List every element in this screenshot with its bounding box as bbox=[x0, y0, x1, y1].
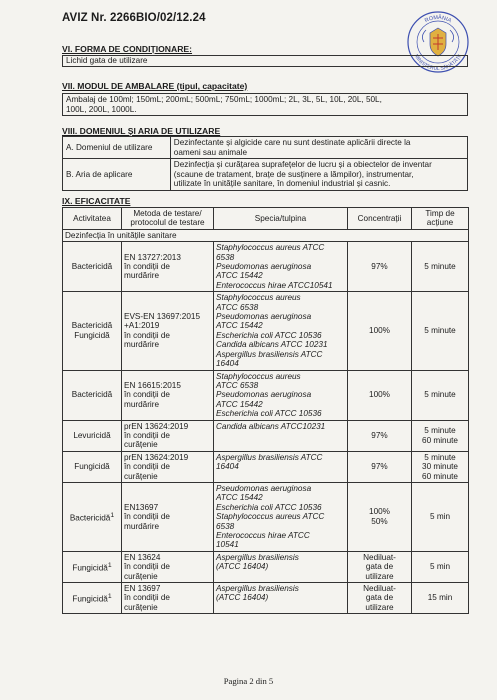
application-area-line: (scaune de tratament, brațe de susținere a lămpilor), instrumentar, bbox=[173, 169, 414, 179]
concentration-line: gata de bbox=[365, 593, 394, 603]
activity-label: Bactericidă bbox=[71, 390, 113, 400]
method-line: curățenie bbox=[124, 471, 158, 481]
method-line: EN13697 bbox=[124, 502, 159, 512]
activity-cell bbox=[63, 583, 122, 614]
species-line: Pseudomonas aeruginosa bbox=[216, 483, 312, 493]
footnote-marker: 1 bbox=[110, 511, 115, 519]
stamp-top-text: ROMÂNIA bbox=[423, 14, 453, 25]
subheader-row bbox=[63, 229, 469, 241]
header-concentration: Concentrații bbox=[348, 208, 412, 230]
concentration-cell bbox=[348, 292, 412, 370]
time-line: 30 minute bbox=[422, 462, 458, 472]
species-cell bbox=[214, 482, 348, 551]
time-line: 5 minute bbox=[424, 426, 456, 436]
species-line: Staphylococcus aureus ATCC bbox=[216, 512, 325, 522]
species-line: Pseudomonas aeruginosa bbox=[216, 312, 312, 322]
table-row bbox=[63, 292, 469, 370]
concentration-line: utilizare bbox=[365, 602, 394, 612]
concentration-line: 50% bbox=[371, 516, 388, 526]
application-area-line: utilizate în unitățile sanitare, în domeniul industrial și casnic. bbox=[173, 179, 391, 189]
method-cell bbox=[122, 370, 214, 420]
concentration-line: 97% bbox=[371, 430, 388, 440]
time-line: 5 minute bbox=[424, 326, 456, 336]
species-line: ATCC 15442 bbox=[216, 321, 263, 331]
method-line: EN 13697 bbox=[124, 584, 161, 594]
concentration-cell bbox=[348, 370, 412, 420]
time-cell bbox=[412, 292, 469, 370]
activity-label: Bactericidă Fungicidă bbox=[71, 321, 113, 340]
time-cell bbox=[412, 370, 469, 420]
concentration-line: Nediluat- bbox=[363, 584, 396, 594]
packaging-mode-box bbox=[62, 93, 468, 116]
species-cell bbox=[214, 292, 348, 370]
concentration-line: gata de bbox=[365, 562, 394, 572]
species-line: Aspergillus brasiliensis bbox=[216, 584, 299, 594]
activity-cell bbox=[63, 292, 122, 370]
activity-label: Fungicidă bbox=[72, 594, 108, 604]
species-cell bbox=[214, 583, 348, 614]
time-cell bbox=[412, 420, 469, 451]
concentration-cell bbox=[348, 551, 412, 582]
method-line: în condiții de bbox=[124, 330, 170, 340]
time-line: 60 minute bbox=[422, 435, 458, 445]
method-line: în condiții de bbox=[124, 512, 170, 522]
method-line: prEN 13624:2019 bbox=[124, 421, 189, 431]
header-time-line: Timp de bbox=[425, 209, 455, 218]
table-row bbox=[63, 482, 469, 551]
time-line: 5 minute bbox=[424, 452, 456, 462]
usage-domain-line: Dezinfectante și algicide care nu sunt destinate aplicării directe la bbox=[173, 138, 411, 147]
method-cell bbox=[122, 482, 214, 551]
species-line: Staphylococcus aureus bbox=[216, 293, 301, 303]
subheader-cell: Dezinfecția în unitățile sanitare bbox=[63, 229, 469, 241]
concentration-line: 97% bbox=[371, 262, 388, 272]
table-row bbox=[63, 370, 469, 420]
activity-label: Fungicidă bbox=[72, 563, 108, 573]
application-area-value bbox=[170, 159, 467, 191]
header-activity: Activitatea bbox=[63, 208, 122, 230]
concentration-cell bbox=[348, 420, 412, 451]
species-line: ATCC 6538 bbox=[216, 380, 259, 390]
method-line: EN 16615:2015 bbox=[124, 380, 181, 390]
species-cell bbox=[214, 551, 348, 582]
header-method-line: protocolul de testare bbox=[130, 218, 205, 228]
time-line: 5 minute bbox=[424, 390, 456, 400]
concentration-cell bbox=[348, 451, 412, 482]
activity-label: Levuricidă bbox=[73, 430, 111, 440]
packaging-mode-line-1: Ambalaj de 100ml; 150mL; 200mL; 500mL; 750mL; 1000mL; 2L, 3L, 5L, 10L, 20L, 50L, bbox=[66, 95, 382, 104]
activity-cell bbox=[63, 482, 122, 551]
time-cell bbox=[412, 583, 469, 614]
section-6-heading: VI. FORMA DE CONDIȚIONARE: bbox=[62, 44, 193, 54]
method-line: curățenie bbox=[124, 440, 158, 450]
species-line: Enterococcus hirae ATCC10541 bbox=[216, 280, 333, 290]
species-line: Aspergillus brasiliensis ATCC bbox=[216, 349, 323, 359]
species-line: ATCC 15442 bbox=[216, 399, 263, 409]
method-cell bbox=[122, 551, 214, 582]
header-method-line: Metoda de testare/ bbox=[133, 209, 202, 218]
method-cell bbox=[122, 420, 214, 451]
time-line: 15 min bbox=[427, 593, 453, 603]
species-line: ATCC 15442 bbox=[216, 493, 263, 503]
header-species: Specia/tulpina bbox=[214, 208, 348, 230]
method-line: murdărire bbox=[124, 271, 160, 281]
method-line: +A1:2019 bbox=[124, 321, 160, 331]
table-row bbox=[63, 159, 468, 191]
time-cell bbox=[412, 451, 469, 482]
species-line: Pseudomonas aeruginosa bbox=[216, 262, 312, 272]
species-line: Staphylococcus aureus bbox=[216, 371, 301, 381]
usage-domain-label: A. Domeniul de utilizare bbox=[63, 137, 171, 159]
method-line: în condiții de bbox=[124, 593, 170, 603]
species-line: Escherichia coli ATCC 10536 bbox=[216, 409, 322, 419]
activity-label: Bactericidă bbox=[69, 513, 111, 523]
concentration-cell bbox=[348, 242, 412, 292]
method-line: prEN 13624:2019 bbox=[124, 452, 189, 462]
method-line: în condiții de bbox=[124, 430, 170, 440]
time-line: 5 min bbox=[429, 562, 451, 572]
species-cell bbox=[214, 451, 348, 482]
efficacy-table bbox=[62, 207, 469, 614]
species-line: 6538 bbox=[216, 521, 235, 531]
method-cell bbox=[122, 451, 214, 482]
species-line: Aspergillus brasiliensis ATCC bbox=[216, 452, 323, 462]
table-row bbox=[63, 551, 469, 582]
species-line: 6538 bbox=[216, 252, 235, 262]
method-line: murdărire bbox=[124, 521, 160, 531]
header-time-line: acțiune bbox=[426, 218, 454, 228]
table-row bbox=[63, 583, 469, 614]
species-line: Enterococcus hirae ATCC bbox=[216, 531, 310, 540]
packaging-form-box bbox=[62, 55, 468, 67]
footnote-marker: 1 bbox=[107, 561, 112, 569]
species-line: Candida albicans ATCC10231 bbox=[216, 421, 326, 431]
method-line: EVS-EN 13697:2015 bbox=[124, 312, 201, 322]
method-line: în condiții de bbox=[124, 562, 170, 572]
method-line: murdărire bbox=[124, 340, 160, 350]
species-line: (ATCC 16404) bbox=[216, 562, 269, 572]
concentration-line: Nediluat- bbox=[363, 552, 396, 562]
species-cell bbox=[214, 242, 348, 292]
species-cell bbox=[214, 370, 348, 420]
concentration-line: 97% bbox=[371, 462, 388, 472]
table-row bbox=[63, 451, 469, 482]
time-line: 5 min bbox=[429, 512, 451, 522]
time-cell bbox=[412, 482, 469, 551]
time-line: 5 minute bbox=[424, 262, 456, 272]
table-row bbox=[63, 242, 469, 292]
section-9-heading: IX. EFICACITATE bbox=[62, 196, 131, 206]
species-line: Aspergillus brasiliensis bbox=[216, 552, 299, 562]
species-line: 10541 bbox=[216, 540, 239, 550]
table-row bbox=[63, 137, 468, 159]
document-title: AVIZ Nr. 2266BIO/02/12.24 bbox=[62, 12, 206, 24]
species-line: 16404 bbox=[216, 359, 239, 369]
concentration-line: 100% bbox=[369, 326, 390, 336]
method-line: curățenie bbox=[124, 571, 158, 581]
usage-domain-value bbox=[170, 137, 467, 159]
stamp-bottom-text: MINISTERUL SĂNĂTĂȚII bbox=[412, 53, 464, 73]
species-line: Staphylococcus aureus ATCC bbox=[216, 243, 325, 253]
packaging-mode-line-2: 100L, 200L, 1000L. bbox=[66, 105, 137, 114]
method-line: EN 13727:2013 bbox=[124, 252, 181, 262]
species-line: ATCC 6538 bbox=[216, 302, 259, 312]
packaging-form-text: Lichid gata de utilizare bbox=[66, 56, 148, 65]
species-line: Pseudomonas aeruginosa bbox=[216, 390, 312, 400]
concentration-line: 100% bbox=[369, 507, 390, 517]
method-cell bbox=[122, 292, 214, 370]
concentration-line: utilizare bbox=[365, 571, 394, 581]
activity-cell bbox=[63, 242, 122, 292]
section-8-heading: VIII. DOMENIUL ȘI ARIA DE UTILIZARE bbox=[62, 126, 221, 136]
species-line: Escherichia coli ATCC 10536 bbox=[216, 330, 322, 340]
application-area-line: Dezinfecția și curățarea suprafețelor de lucru și a obiectelor de inventar bbox=[173, 160, 432, 170]
activity-cell bbox=[63, 420, 122, 451]
method-cell bbox=[122, 242, 214, 292]
method-line: murdărire bbox=[124, 399, 160, 409]
species-cell bbox=[214, 420, 348, 451]
activity-cell bbox=[63, 551, 122, 582]
method-line: în condiții de bbox=[124, 390, 170, 400]
method-line: în condiții de bbox=[124, 462, 170, 472]
efficacy-header-row bbox=[63, 208, 469, 230]
species-line: Escherichia coli ATCC 10536 bbox=[216, 502, 322, 512]
method-line: curățenie bbox=[124, 602, 158, 612]
svg-text:ROMÂNIA bbox=[424, 14, 452, 24]
application-area-label: B. Aria de aplicare bbox=[63, 159, 171, 191]
activity-cell bbox=[63, 370, 122, 420]
section-7-heading: VII. MODUL DE AMBALARE (tipul, capacitate) bbox=[62, 81, 248, 91]
species-line: Candida albicans ATCC 10231 bbox=[216, 340, 328, 350]
activity-label: Bactericidă bbox=[71, 262, 113, 272]
page-footer: Pagina 2 din 5 bbox=[223, 676, 274, 686]
time-line: 60 minute bbox=[422, 471, 458, 481]
time-cell bbox=[412, 551, 469, 582]
usage-domain-table bbox=[62, 136, 468, 191]
species-line: (ATCC 16404) bbox=[216, 593, 269, 603]
species-line: 16404 bbox=[216, 462, 239, 472]
usage-domain-line: oameni sau animale bbox=[173, 147, 248, 157]
footnote-marker: 1 bbox=[107, 593, 112, 601]
method-line: în condiții de bbox=[124, 262, 170, 272]
activity-cell bbox=[63, 451, 122, 482]
header-method bbox=[122, 208, 214, 230]
time-cell bbox=[412, 242, 469, 292]
activity-label: Fungicidă bbox=[74, 462, 110, 472]
method-cell bbox=[122, 583, 214, 614]
table-row bbox=[63, 420, 469, 451]
header-time bbox=[412, 208, 469, 230]
concentration-cell bbox=[348, 583, 412, 614]
concentration-line: 100% bbox=[369, 390, 390, 400]
method-line: EN 13624 bbox=[124, 552, 161, 562]
concentration-cell bbox=[348, 482, 412, 551]
species-line: ATCC 15442 bbox=[216, 271, 263, 281]
